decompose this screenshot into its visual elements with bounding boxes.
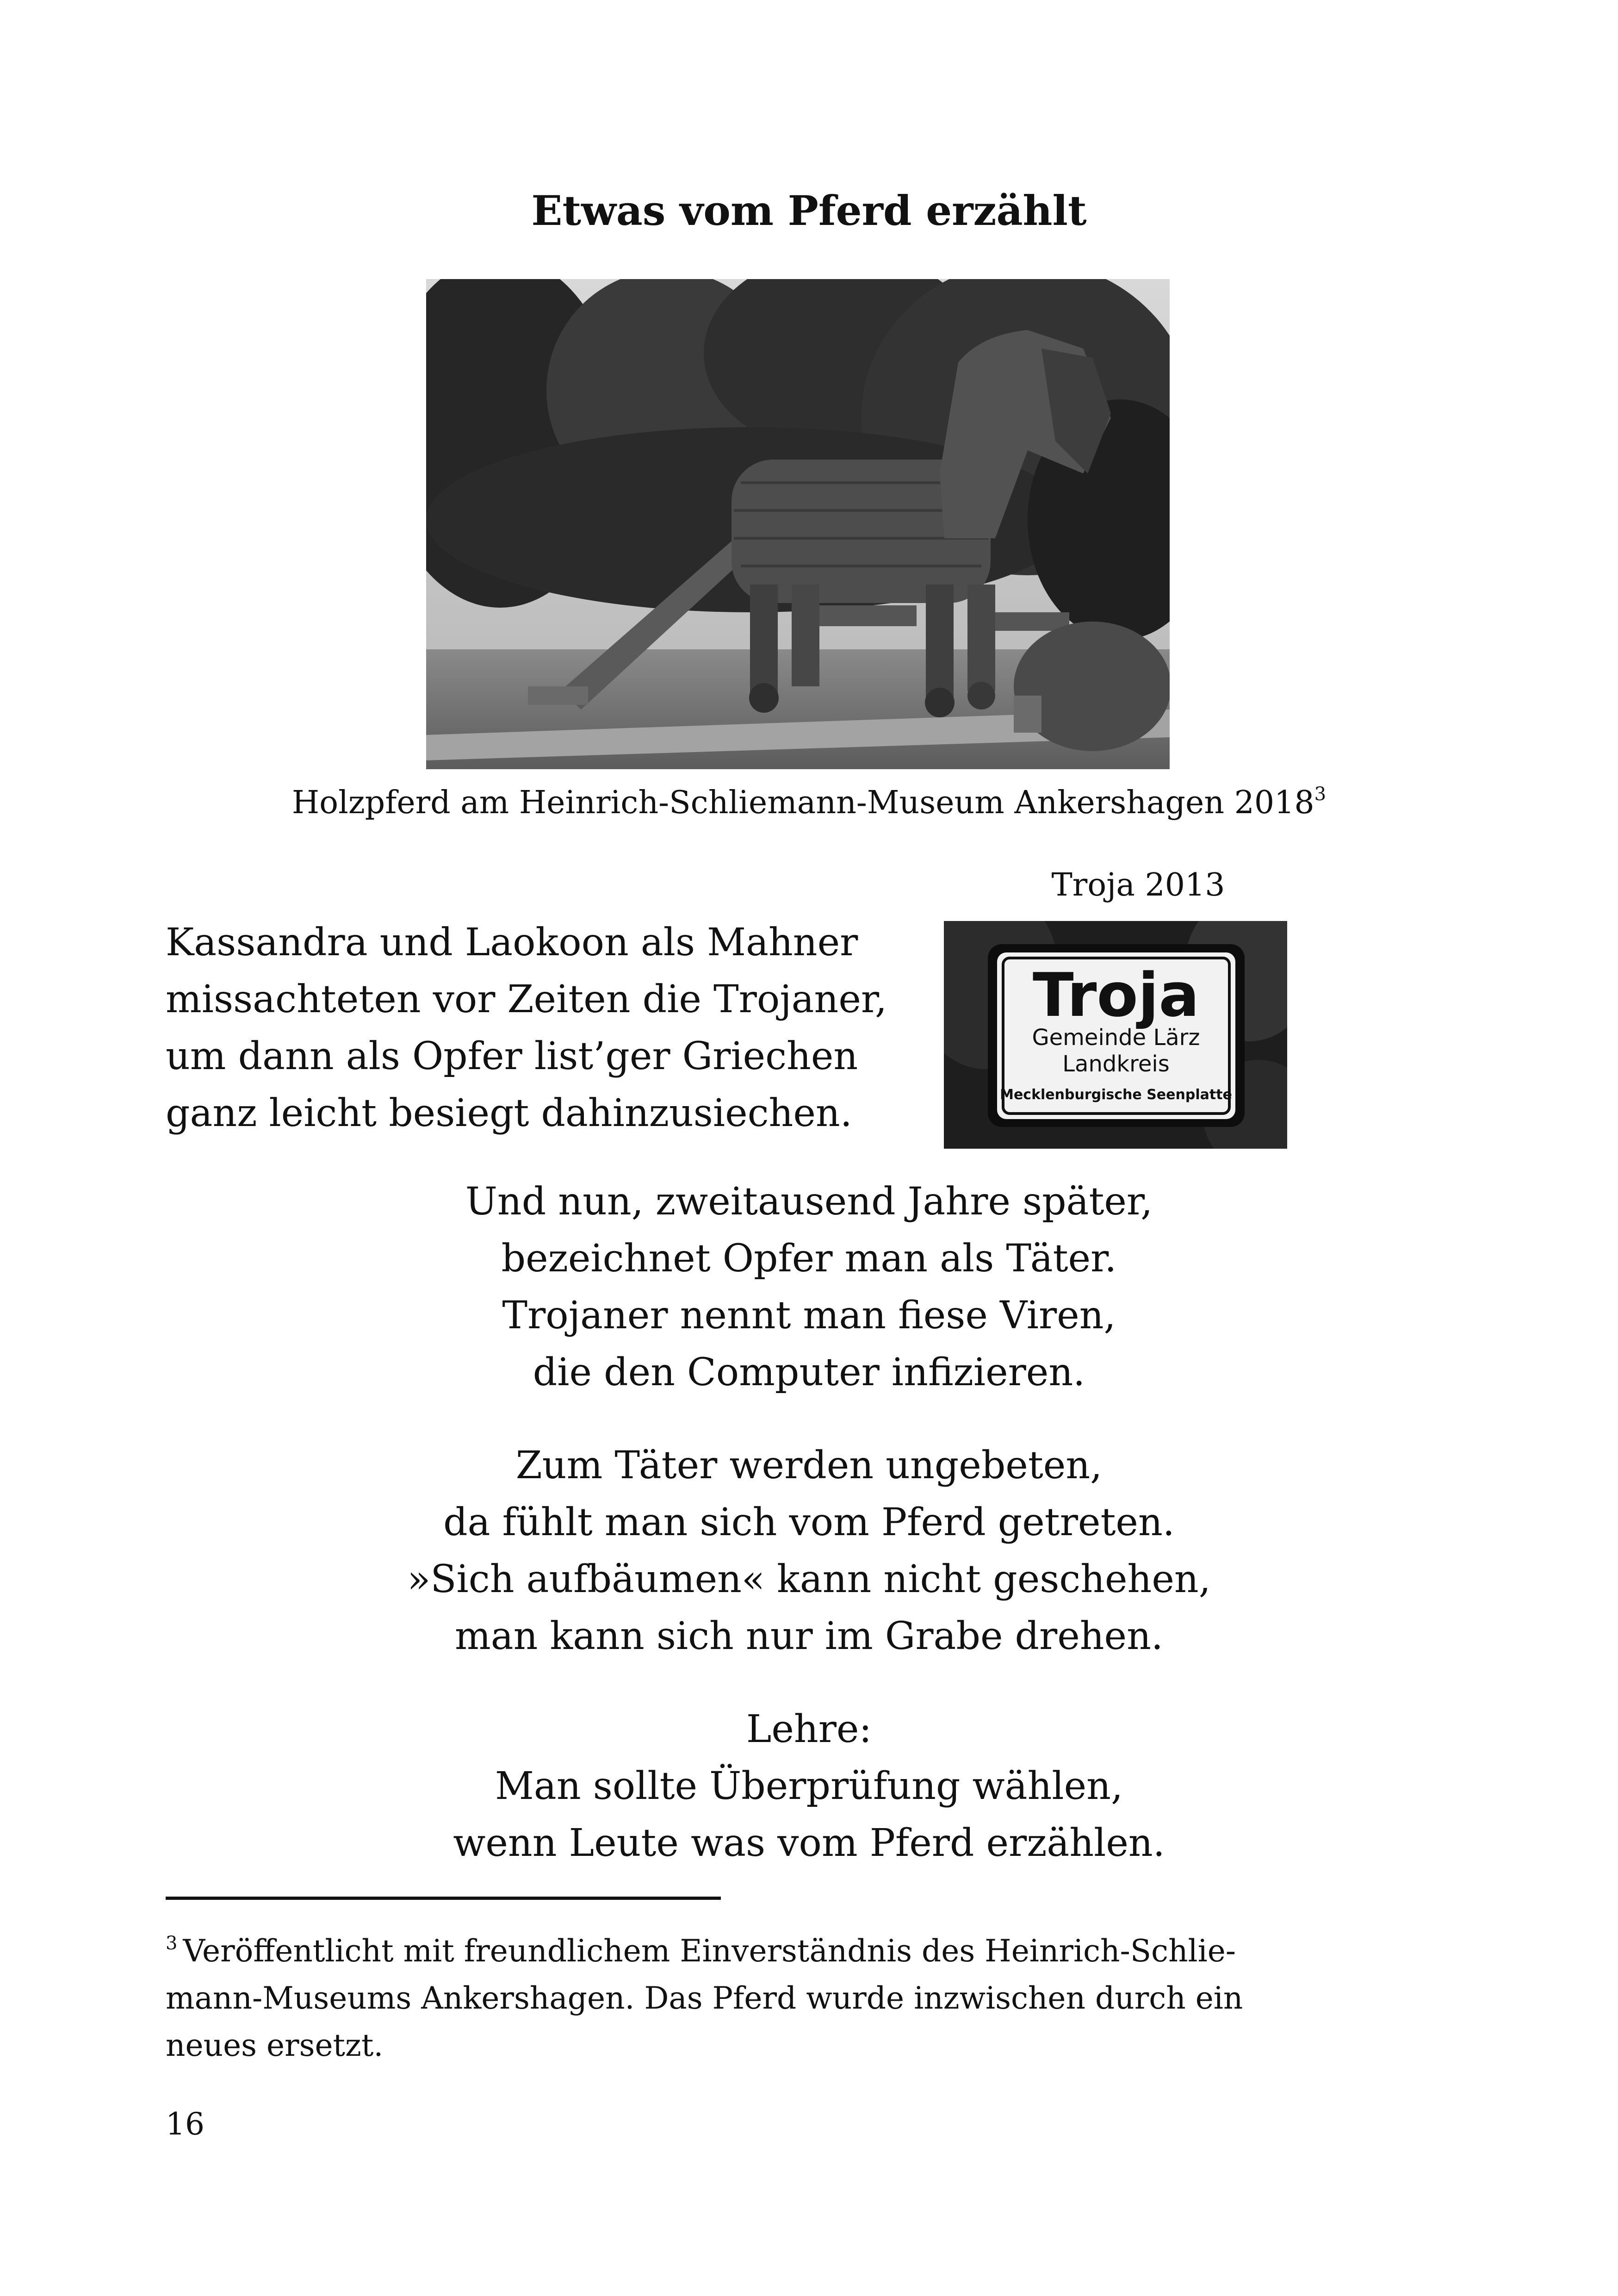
footnote (166, 1928, 1392, 2069)
footnote-line: mann-Museums Ankershagen. Das Pferd wurde inzwischen durch ein (166, 1980, 1243, 2016)
poem-line: da fühlt man sich vom Pferd getreten. (443, 1500, 1175, 1544)
footnote-reference: 3 (1314, 784, 1327, 805)
poem-line: »Sich aufbäumen« kann nicht geschehen, (407, 1557, 1211, 1601)
footnote-mark: 3 (166, 1933, 178, 1954)
wooden-horse-photo (426, 279, 1170, 769)
poem-stanza-2 (0, 1173, 1618, 1401)
page-title: Etwas vom Pferd erzählt (531, 187, 1087, 235)
poem-line: Und nun, zweitausend Jahre später, (465, 1180, 1153, 1224)
footnote-line: neues ersetzt. (166, 2028, 384, 2063)
poem-line: um dann als Opfer list’ger Griechen (166, 1034, 858, 1078)
poem-line: bezeichnet Opfer man als Täter. (501, 1237, 1117, 1281)
poem-line: Man sollte Überprüfung wählen, (495, 1764, 1123, 1808)
poem-stanza-1 (166, 914, 929, 1142)
sign-text-landkreis: Landkreis (1062, 1051, 1170, 1077)
sign-text-seenplatte: Mecklenburgische Seenplatte (1000, 1087, 1232, 1103)
poem-line: man kann sich nur im Grabe drehen. (455, 1614, 1163, 1658)
poem-line: Kassandra und Laokoon als Mahner (166, 921, 858, 964)
poem-line: Zum Täter werden ungebeten, (515, 1444, 1103, 1487)
sign-photo-caption: Troja 2013 (1051, 867, 1225, 903)
poem-line: wenn Leute was vom Pferd erzählen. (453, 1821, 1165, 1865)
poem-stanza-moral (0, 1701, 1618, 1872)
sign-text-troja: Troja (1032, 960, 1200, 1030)
page-number: 16 (166, 2106, 205, 2142)
poem-line: Trojaner nennt man fiese Viren, (502, 1294, 1116, 1338)
footnote-divider (166, 1897, 721, 1900)
town-sign-photo (944, 921, 1287, 1149)
poem-line: die den Computer infizieren. (533, 1350, 1085, 1394)
poem-line: missachteten vor Zeiten die Trojaner, (166, 977, 887, 1021)
moral-heading: Lehre: (746, 1707, 872, 1751)
sign-text-gemeinde: Gemeinde Lärz (1032, 1025, 1200, 1051)
footnote-line: Veröffentlicht mit freundlichem Einverständnis des Heinrich-Schlie- (183, 1933, 1236, 1969)
poem-line: ganz leicht besiegt dahinzusiechen. (166, 1091, 852, 1135)
figure-caption (0, 782, 1618, 824)
caption-text: Holzpferd am Heinrich-Schliemann-Museum Ankershagen 2018 (291, 784, 1314, 821)
poem-stanza-3 (0, 1437, 1618, 1665)
